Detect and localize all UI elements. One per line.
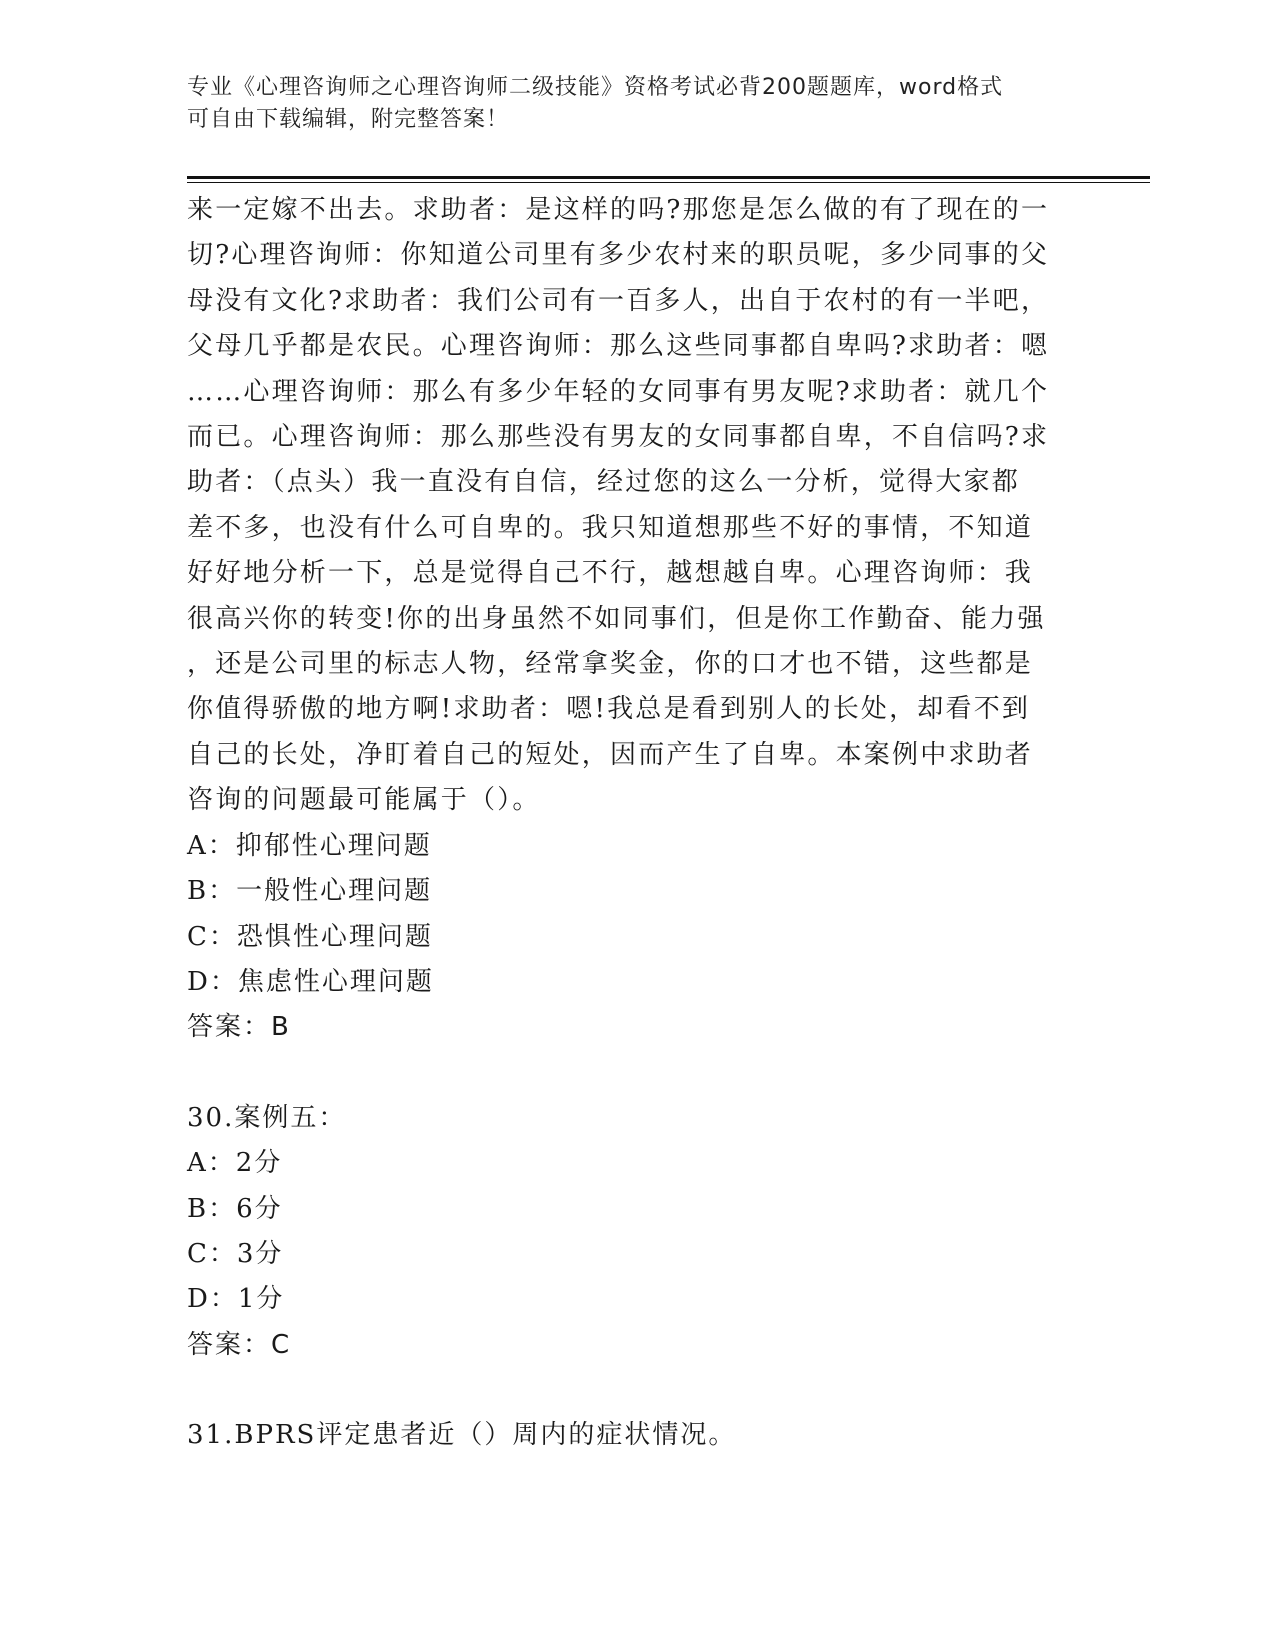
stem-line: 很高兴你的转变!你的出身虽然不如同事们，但是你工作勤奋、能力强 <box>187 603 1046 634</box>
question-30-options <box>187 1141 1077 1323</box>
stem-line: 自己的长处，净盯着自己的短处，因而产生了自卑。本案例中求助者 <box>187 739 1034 770</box>
stem-line: 好好地分析一下，总是觉得自己不行，越想越自卑。心理咨询师：我 <box>187 558 1034 589</box>
header-title-line-1: 专业《心理咨询师之心理咨询师二级技能》资格考试必背200题题库，word格式 <box>187 75 1004 100</box>
stem-line: 父母几乎都是农民。心理咨询师：那么这些同事都自卑吗?求助者：嗯 <box>187 331 1050 362</box>
option-b: B：6分 <box>187 1193 283 1224</box>
header-title-line-2: 可自由下载编辑，附完整答案！ <box>187 107 510 132</box>
option-a: A：2分 <box>187 1148 283 1179</box>
question-31-stem: 31.BPRS评定患者近（）周内的症状情况。 <box>187 1420 737 1451</box>
stem-line: 切?心理咨询师：你知道公司里有多少农村来的职员呢，多少同事的父 <box>187 240 1050 271</box>
question-30-answer: 答案：C <box>187 1329 292 1360</box>
option-d: D：1分 <box>187 1284 285 1315</box>
spacer <box>187 1368 1077 1413</box>
document-body <box>187 188 1077 1459</box>
option-b: B：一般性心理问题 <box>187 876 433 907</box>
option-c: C：恐惧性心理问题 <box>187 921 433 952</box>
stem-line: ……心理咨询师：那么有多少年轻的女同事有男友呢?求助者：就几个 <box>187 376 1050 407</box>
question-29-options <box>187 824 1077 1006</box>
stem-line: 来一定嫁不出去。求助者：是这样的吗?那您是怎么做的有了现在的一 <box>187 195 1050 225</box>
stem-line: 而已。心理咨询师：那么那些没有男友的女同事都自卑，不自信吗?求 <box>187 422 1050 453</box>
stem-line: 助者：（点头）我一直没有自信，经过您的这么一分析，觉得大家都 <box>187 467 1021 498</box>
header-divider-thin <box>187 182 1150 183</box>
question-29-answer: 答案：B <box>187 1012 291 1043</box>
option-d: D：焦虑性心理问题 <box>187 966 434 997</box>
header-divider-thick <box>187 176 1150 179</box>
spacer <box>187 1051 1077 1096</box>
question-29-stem <box>187 188 1077 824</box>
stem-line: 差不多，也没有什么可自卑的。我只知道想那些不好的事情，不知道 <box>187 512 1034 543</box>
question-30-stem: 30.案例五： <box>187 1102 347 1133</box>
option-a: A：抑郁性心理问题 <box>187 830 432 861</box>
stem-line: ，还是公司里的标志人物，经常拿奖金，你的口才也不错，这些都是 <box>187 649 1034 680</box>
stem-line: 母没有文化?求助者：我们公司有一百多人，出自于农村的有一半吧， <box>187 285 1050 316</box>
document-header <box>187 72 1067 136</box>
stem-line: 咨询的问题最可能属于（）。 <box>187 785 541 816</box>
option-c: C：3分 <box>187 1238 284 1269</box>
stem-line: 你值得骄傲的地方啊!求助者：嗯!我总是看到别人的长处，却看不到 <box>187 694 1031 725</box>
